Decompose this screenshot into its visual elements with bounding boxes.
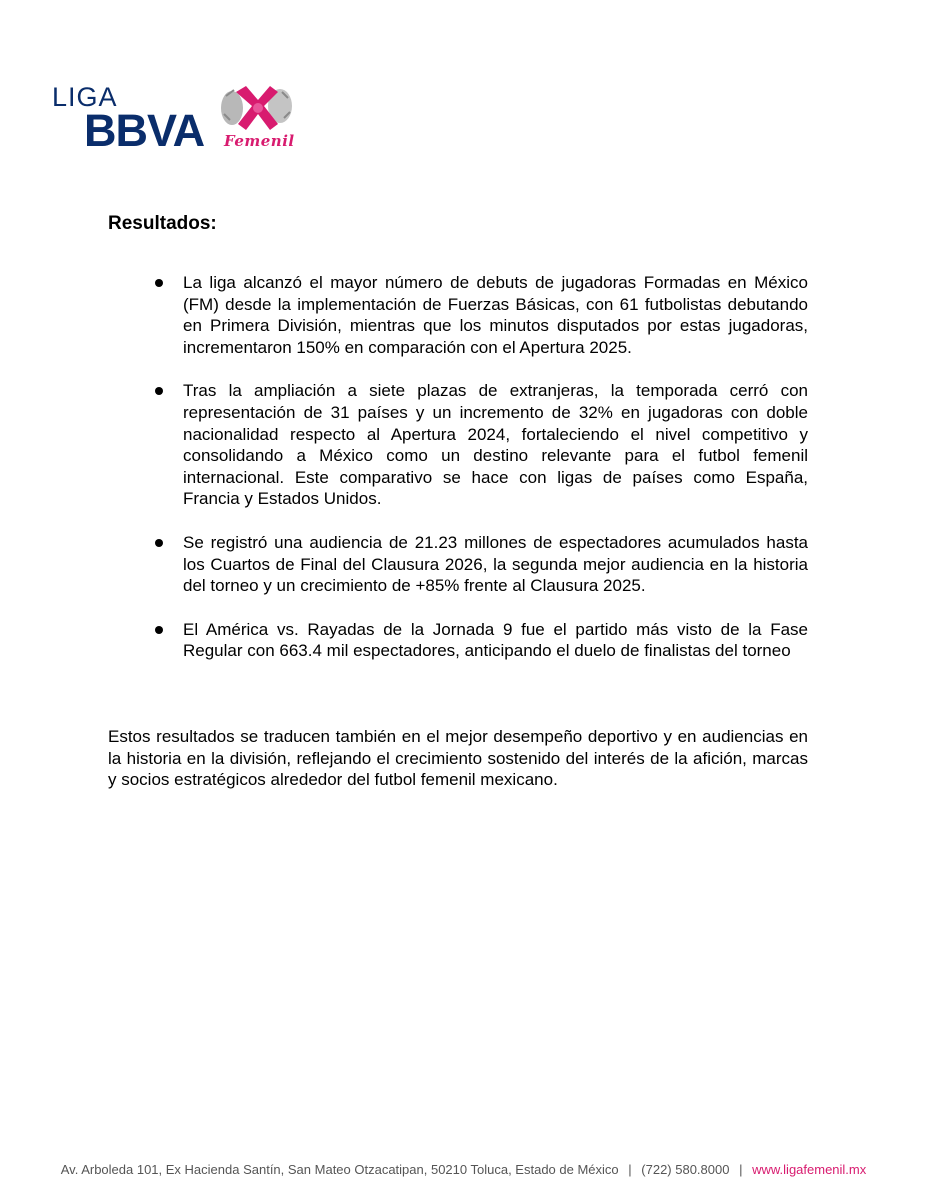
list-item-text: Tras la ampliación a siete plazas de extranjeras, la temporada cerró con representación de 31 países y un incremento de 32% en jugadoras con doble nacionalidad respecto al Apertura 2024, fortaleciendo el nivel competitivo y consolidando a México como un destino relevante para el futbol femenil internacional. Este comparativo se hace con ligas de países como España, Francia y Estados Unidos. xyxy=(183,381,808,509)
list-item-text: El América vs. Rayadas de la Jornada 9 fue el partido más visto de la Fase Regular con 663.4 mil espectadores, anticipando el duelo de finalistas del torneo xyxy=(183,619,808,661)
footer-address: Av. Arboleda 101, Ex Hacienda Santín, San Mateo Otzacatipan, 50210 Toluca, Estado de México xyxy=(60,1162,619,1177)
list-item xyxy=(155,380,808,510)
results-list xyxy=(155,272,808,684)
list-item-text: La liga alcanzó el mayor número de debuts de jugadoras Formadas en México (FM) desde la implementación de Fuerzas Básicas, con 61 futbolistas debutando en Primera División, mientras que los minutos disputados por estas jugadoras, incrementaron 150% en comparación con el Apertura 2025. xyxy=(183,273,808,357)
list-item-text: Se registró una audiencia de 21.23 millones de espectadores acumulados hasta los Cuartos de Final del Clausura 2026, la segunda mejor audiencia en la historia del torneo y un crecimiento de +85% frente al Clausura 2025. xyxy=(183,532,808,596)
section-heading: Resultados: xyxy=(108,213,217,234)
bullet-icon xyxy=(155,539,163,547)
bullet-icon xyxy=(155,279,163,287)
logo-liga-text: LIGA xyxy=(52,82,118,112)
list-item xyxy=(155,272,808,358)
liga-bbva-femenil-logo xyxy=(52,84,302,164)
bullet-icon xyxy=(155,387,163,395)
list-item xyxy=(155,532,808,597)
footer-separator: | xyxy=(628,1162,632,1177)
logo-bbva-text: BBVA xyxy=(84,105,205,156)
closing-paragraph: Estos resultados se traducen también en el mejor desempeño deportivo y en audiencias en la historia en la división, reflejando el crecimiento sostenido del interés de la afición, marcas y socios estratégicos alrededor del futbol femenil mexicano. xyxy=(108,727,808,790)
footer-separator: | xyxy=(739,1162,743,1177)
page-footer xyxy=(0,1161,927,1179)
footer-website-link[interactable]: www.ligafemenil.mx xyxy=(752,1162,867,1177)
logo-femenil-text: Femenil xyxy=(224,132,295,150)
bullet-icon xyxy=(155,626,163,634)
list-item xyxy=(155,619,808,662)
footer-phone: (722) 580.8000 xyxy=(641,1162,730,1177)
